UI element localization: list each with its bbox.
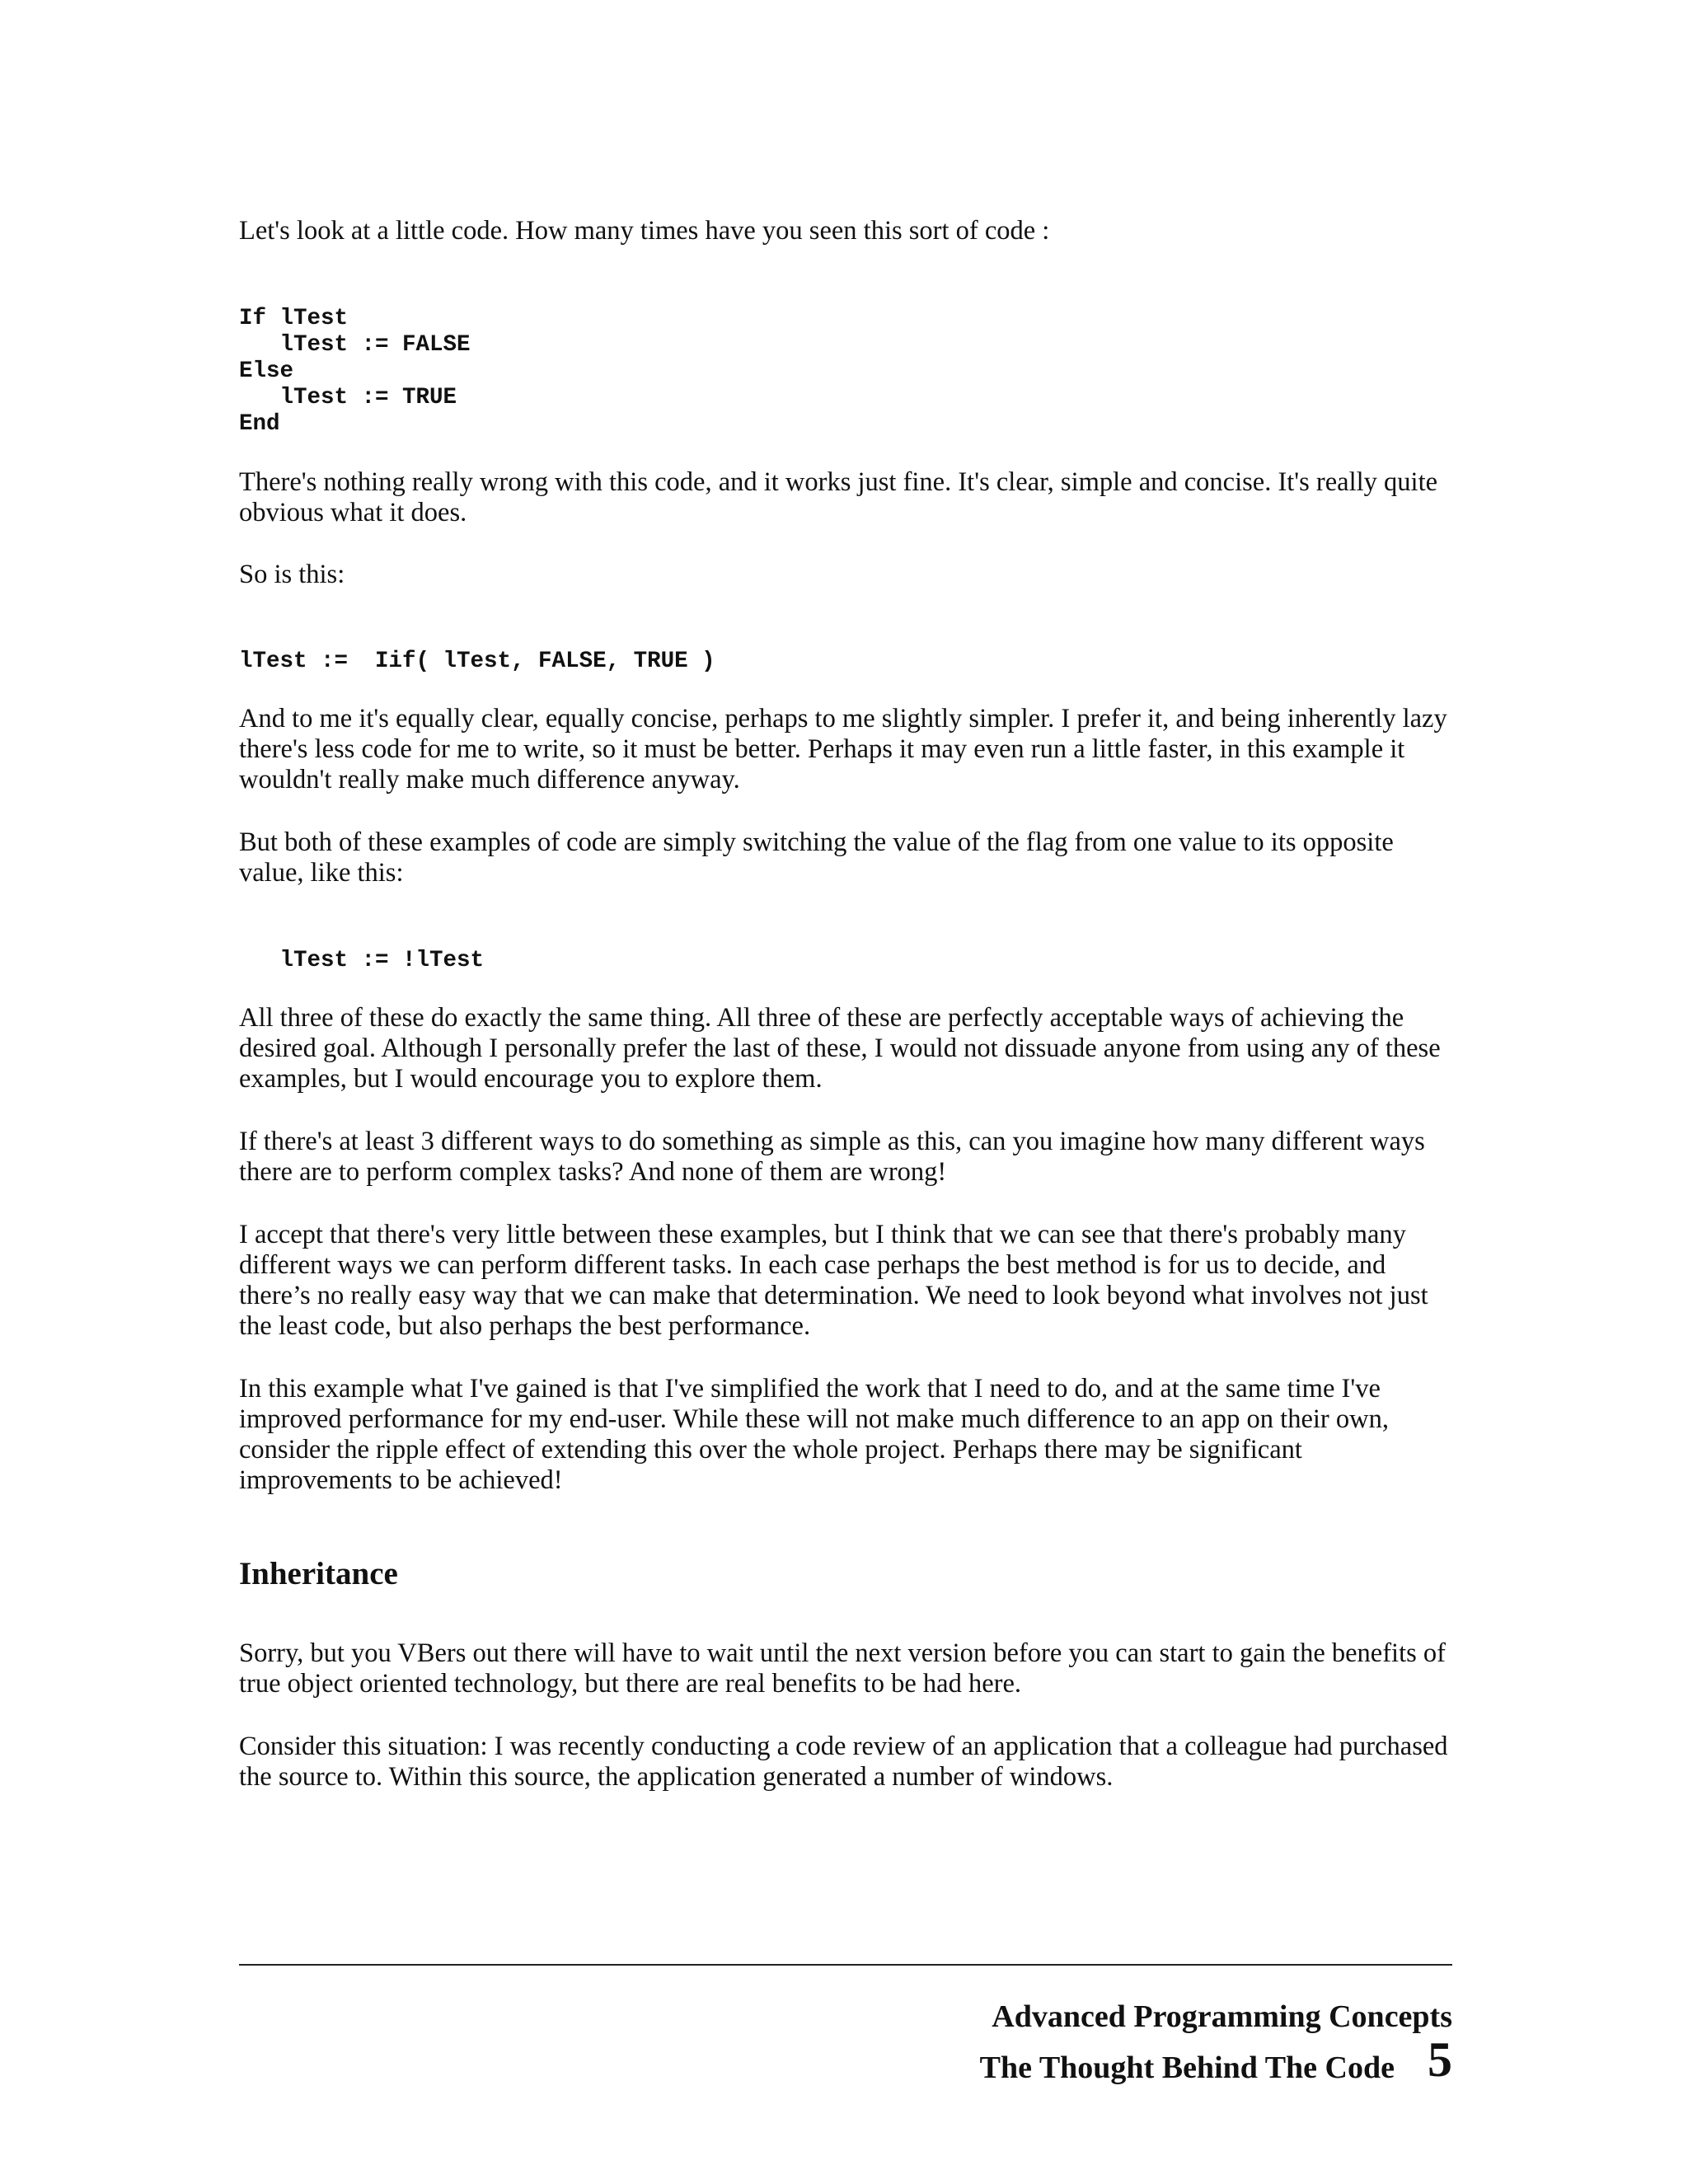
paragraph-three-ways: If there's at least 3 different ways to do something as simple as this, can you imagine how many different ways there are to perform complex tasks? And none of them are wrong! (239, 1127, 1425, 1187)
page-body (239, 216, 1459, 1793)
footer-divider (239, 1964, 1452, 1966)
paragraph-nothing-wrong: There's nothing really wrong with this code, and it works just fine. It's clear, simple and concise. It's really quite obvious what it does. (239, 467, 1438, 527)
paragraph-what-gained: In this example what I've gained is that I've simplified the work that I need to do, and at the same time I've improved performance for my end-user. While these will not make much difference to an app on their own, consider the ripple effect of extending this over the whole project. Perhaps there may be significant improvements to be achieved! (239, 1374, 1389, 1495)
code-block-negation: lTest := !lTest (239, 948, 485, 973)
paragraph-both-examples: But both of these examples of code are simply switching the value of the flag from one value to its opposite value, like this: (239, 827, 1394, 888)
code-line: End (239, 411, 280, 437)
code-block-iif: lTest := Iif( lTest, FALSE, TRUE ) (239, 649, 715, 674)
paragraph-equally-clear: And to me it's equally clear, equally concise, perhaps to me slightly simpler. I prefer it, and being inherently lazy there's less code for me to write, so it must be better. Perhaps it may even run a little faster, in this example it wouldn't really make much difference anyway. (239, 704, 1447, 794)
paragraph-little-between: I accept that there's very little between these examples, but I think that we can see that there's probably many different ways we can perform different tasks. In each case perhaps the best method is for us to decide, and there’s no really easy way that we can make that determination. We need to look beyond what involves not just the least code, but also perhaps the best performance. (239, 1220, 1428, 1341)
code-block-if-else (239, 306, 1459, 438)
code-line: Else (239, 359, 294, 384)
page-number: 5 (1428, 2032, 1452, 2087)
paragraph-consider: Consider this situation: I was recently conducting a code review of an application that a colleague had purchased the source to. Within this source, the application generated a number of windows. (239, 1732, 1448, 1792)
code-line: lTest := FALSE (239, 332, 471, 358)
code-line: If lTest (239, 306, 349, 331)
footer-book-title: Advanced Programming Concepts (992, 1999, 1452, 2034)
paragraph-all-three: All three of these do exactly the same thing. All three of these are perfectly acceptable ways of achieving the desired goal. Although I personally prefer the last of these, I would not dissuade anyone from using any of these examples, but I would encourage you to explore them. (239, 1003, 1441, 1094)
section-heading: Inheritance (239, 1556, 398, 1591)
paragraph-so-is-this: So is this: (239, 560, 345, 589)
paragraph-intro: Let's look at a little code. How many times have you seen this sort of code : (239, 216, 1050, 246)
paragraph-vbers: Sorry, but you VBers out there will have to wait until the next version before you can start to gain the benefits of true object oriented technology, but there are real benefits to be had here. (239, 1638, 1446, 1699)
footer-chapter-title: The Thought Behind The Code (979, 2050, 1395, 2085)
code-line: lTest := TRUE (239, 385, 457, 410)
